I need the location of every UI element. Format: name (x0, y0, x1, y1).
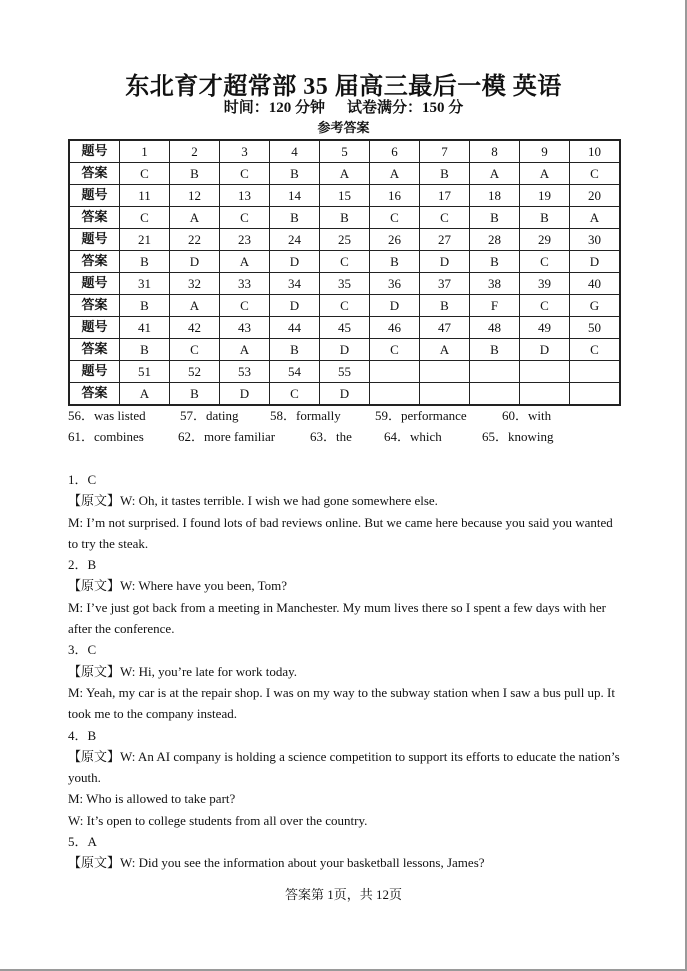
answer-cell (520, 383, 570, 406)
answer-label-cell: 答案 (69, 251, 120, 273)
question-number-cell: 6 (370, 140, 420, 163)
transcript-line: 【原文】W: Oh, it tastes terrible. I wish we had gone somewhere else. (68, 493, 438, 509)
answer-cell: A (170, 207, 220, 229)
question-number-cell: 51 (120, 361, 170, 383)
fill-in-number: 62． (178, 429, 205, 444)
question-number-cell: 29 (520, 229, 570, 251)
question-number-cell: 8 (470, 140, 520, 163)
answer-cell: D (570, 251, 621, 273)
answer-cell: D (520, 339, 570, 361)
answer-cell: B (170, 383, 220, 406)
answer-cell: C (220, 207, 270, 229)
question-number-cell: 35 (320, 273, 370, 295)
question-number-cell: 52 (170, 361, 220, 383)
question-number-cell: 17 (420, 185, 470, 207)
question-number-cell: 48 (470, 317, 520, 339)
fill-in-number: 64． (384, 429, 411, 444)
answer-cell: D (170, 251, 220, 273)
question-number-cell: 14 (270, 185, 320, 207)
page-footer: 答案第 1页，共 12页 (284, 887, 402, 902)
fill-in-text: performance (401, 408, 467, 423)
question-label-cell: 题号 (69, 185, 120, 207)
question-number-cell (520, 361, 570, 383)
answer-cell: D (270, 295, 320, 317)
question-label-cell: 题号 (69, 317, 120, 339)
transcript-line: W: It’s open to college students from all over the country. (68, 812, 368, 828)
fill-in-text: the (336, 429, 352, 444)
answer-cell: A (520, 163, 570, 185)
answer-cell: C (220, 163, 270, 185)
fill-in-answer (270, 406, 341, 426)
page-title: 东北育才超常部 35 届高三最后一模 英语 (125, 74, 562, 100)
question-number-cell: 54 (270, 361, 320, 383)
answer-cell: C (120, 163, 170, 185)
answer-cell: C (170, 339, 220, 361)
answer-cell: A (220, 339, 270, 361)
answer-cell: A (170, 295, 220, 317)
answer-cell: C (320, 295, 370, 317)
fill-in-number: 61． (68, 429, 95, 444)
question-number-row (69, 361, 620, 383)
question-number-cell: 53 (220, 361, 270, 383)
answer-key-heading: 参考答案 (317, 120, 370, 135)
answer-row (69, 251, 620, 273)
question-number-cell: 24 (270, 229, 320, 251)
answer-cell: C (520, 295, 570, 317)
answer-cell (570, 383, 621, 406)
question-number-cell: 34 (270, 273, 320, 295)
answer-cell: C (570, 163, 621, 185)
answer-cell: B (320, 207, 370, 229)
answer-cell: C (420, 207, 470, 229)
question-number-cell: 3 (220, 140, 270, 163)
transcript-line: 【原文】W: Hi, you’re late for work today. (68, 663, 298, 679)
answer-cell: C (120, 207, 170, 229)
fill-in-answer (310, 427, 352, 447)
question-label-cell: 题号 (69, 229, 120, 251)
listening-transcripts (68, 469, 624, 874)
question-number-cell: 44 (270, 317, 320, 339)
answer-row (69, 163, 620, 185)
question-number-cell: 45 (320, 317, 370, 339)
question-number-cell: 32 (170, 273, 220, 295)
question-number-cell: 33 (220, 273, 270, 295)
transcript-line: M: I’ve just got back from a meeting in Manchester. My mum lives there so I spent a few days with her after the conference. (68, 599, 606, 637)
question-number-cell: 13 (220, 185, 270, 207)
answer-cell: A (120, 383, 170, 406)
answer-label-cell: 答案 (69, 383, 120, 406)
question-number-cell: 18 (470, 185, 520, 207)
question-number-cell: 2 (170, 140, 220, 163)
listening-answer: 5．A (68, 834, 97, 850)
question-number-cell: 27 (420, 229, 470, 251)
question-label-cell: 题号 (69, 361, 120, 383)
question-number-cell: 55 (320, 361, 370, 383)
exam-time: 时间：120 分钟 (223, 100, 325, 116)
answer-cell: C (570, 339, 621, 361)
fill-in-number: 65． (482, 429, 509, 444)
question-number-row (69, 229, 620, 251)
answer-cell: D (320, 339, 370, 361)
question-number-cell: 42 (170, 317, 220, 339)
exam-full-score: 试卷满分：150 分 (347, 100, 464, 116)
answer-label-cell: 答案 (69, 339, 120, 361)
question-number-cell: 30 (570, 229, 621, 251)
answer-row (69, 339, 620, 361)
question-number-cell: 9 (520, 140, 570, 163)
question-number-row (69, 317, 620, 339)
question-number-cell: 46 (370, 317, 420, 339)
answer-cell (420, 383, 470, 406)
answer-cell: B (370, 251, 420, 273)
listening-answer: 4．B (68, 727, 97, 743)
fill-in-text: was listed (94, 408, 146, 423)
fill-in-answer (178, 427, 275, 447)
answer-cell (370, 383, 420, 406)
answer-cell: B (470, 207, 520, 229)
transcript-line: M: I’m not surprised. I found lots of bad reviews online. But we came here because you said you wanted to try the steak. (68, 514, 613, 551)
fill-in-answer (482, 427, 554, 447)
fill-in-answer (384, 427, 442, 447)
question-number-row (69, 140, 620, 163)
exam-info (0, 99, 687, 117)
answer-cell: C (220, 295, 270, 317)
answer-cell: B (120, 339, 170, 361)
answer-label-cell: 答案 (69, 295, 120, 317)
fill-in-number: 56． (68, 408, 95, 423)
answer-cell: A (420, 339, 470, 361)
transcript-line: M: Yeah, my car is at the repair shop. I was on my way to the subway station when I saw a bus pull up. It took me to the company instead. (68, 684, 615, 722)
answer-row (69, 295, 620, 317)
question-number-cell: 38 (470, 273, 520, 295)
answer-cell: B (470, 251, 520, 273)
listening-answer: 1．C (68, 472, 97, 487)
transcript-line: 【原文】W: Where have you been, Tom? (68, 578, 288, 594)
answer-cell: A (370, 163, 420, 185)
listening-answer: 3．C (68, 642, 97, 658)
question-number-cell (420, 361, 470, 383)
fill-in-answer (68, 406, 146, 426)
answer-cell: B (270, 207, 320, 229)
answer-cell: B (520, 207, 570, 229)
fill-in-text: formally (296, 408, 341, 423)
answer-cell: B (270, 163, 320, 185)
answer-cell: B (170, 163, 220, 185)
listening-answer: 2．B (68, 557, 97, 573)
question-label-cell: 题号 (69, 140, 120, 163)
answer-cell: B (120, 295, 170, 317)
question-number-cell: 5 (320, 140, 370, 163)
answer-cell: B (470, 339, 520, 361)
transcript-line: 【原文】W: Did you see the information about your basketball lessons, James? (68, 855, 485, 871)
question-number-row (69, 273, 620, 295)
fill-in-text: dating (206, 408, 239, 423)
question-number-cell: 49 (520, 317, 570, 339)
question-number-cell: 10 (570, 140, 621, 163)
fill-in-text: which (410, 429, 442, 444)
question-number-cell: 20 (570, 185, 621, 207)
answer-cell: A (220, 251, 270, 273)
question-number-cell: 47 (420, 317, 470, 339)
answer-cell: B (420, 295, 470, 317)
question-number-cell: 4 (270, 140, 320, 163)
question-number-cell: 12 (170, 185, 220, 207)
question-number-cell (470, 361, 520, 383)
question-number-cell: 37 (420, 273, 470, 295)
answer-cell: D (220, 383, 270, 406)
fill-in-number: 58． (270, 408, 297, 423)
question-number-cell: 21 (120, 229, 170, 251)
fill-in-answer (180, 406, 239, 426)
answer-cell: C (370, 339, 420, 361)
answer-cell: G (570, 295, 621, 317)
question-label-cell: 题号 (69, 273, 120, 295)
question-number-cell: 26 (370, 229, 420, 251)
fill-in-number: 57． (180, 408, 207, 423)
answer-cell (470, 383, 520, 406)
answer-table (68, 139, 621, 406)
answer-cell: A (570, 207, 621, 229)
question-number-cell: 31 (120, 273, 170, 295)
question-number-cell (370, 361, 420, 383)
answer-cell: C (370, 207, 420, 229)
question-number-cell: 28 (470, 229, 520, 251)
question-number-cell: 39 (520, 273, 570, 295)
question-number-cell: 15 (320, 185, 370, 207)
transcript-line: 【原文】W: An AI company is holding a science competition to support its efforts to educate the nation’s youth. (68, 748, 620, 786)
question-number-cell: 50 (570, 317, 621, 339)
fill-in-text: combines (94, 429, 144, 444)
fill-in-number: 63． (310, 429, 337, 444)
question-number-cell (570, 361, 621, 383)
question-number-cell: 11 (120, 185, 170, 207)
question-number-cell: 23 (220, 229, 270, 251)
question-number-cell: 22 (170, 229, 220, 251)
answer-cell: F (470, 295, 520, 317)
question-number-cell: 25 (320, 229, 370, 251)
question-number-cell: 40 (570, 273, 621, 295)
answer-row (69, 383, 620, 406)
answer-cell: B (120, 251, 170, 273)
answer-row (69, 207, 620, 229)
answer-cell: D (320, 383, 370, 406)
question-number-cell: 43 (220, 317, 270, 339)
question-number-cell: 16 (370, 185, 420, 207)
fill-in-text: with (528, 408, 552, 423)
fill-in-number: 60． (502, 408, 529, 423)
fill-in-answer (375, 406, 467, 426)
answer-cell: C (320, 251, 370, 273)
transcript-line: M: Who is allowed to take part? (68, 791, 236, 807)
answer-cell: D (270, 251, 320, 273)
answer-label-cell: 答案 (69, 207, 120, 229)
answer-cell: A (320, 163, 370, 185)
answer-cell: C (520, 251, 570, 273)
question-number-cell: 36 (370, 273, 420, 295)
answer-cell: B (270, 339, 320, 361)
answer-cell: D (420, 251, 470, 273)
question-number-cell: 7 (420, 140, 470, 163)
fill-in-text: knowing (508, 429, 554, 444)
question-number-cell: 1 (120, 140, 170, 163)
fill-in-number: 59． (375, 408, 402, 423)
question-number-row (69, 185, 620, 207)
answer-cell: C (270, 383, 320, 406)
question-number-cell: 41 (120, 317, 170, 339)
fill-in-answer (502, 406, 551, 426)
fill-in-text: more familiar (204, 429, 276, 444)
answer-cell: D (370, 295, 420, 317)
fill-in-answer (68, 427, 144, 447)
answer-label-cell: 答案 (69, 163, 120, 185)
answer-cell: B (420, 163, 470, 185)
question-number-cell: 19 (520, 185, 570, 207)
answer-cell: A (470, 163, 520, 185)
